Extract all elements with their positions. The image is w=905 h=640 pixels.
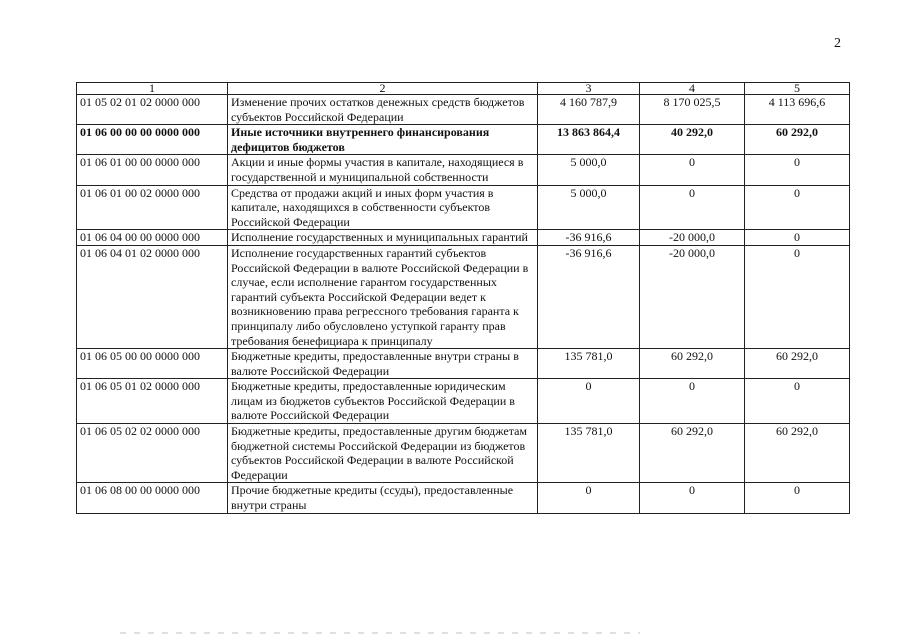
classification-code: 01 06 01 00 02 0000 000 [77,185,228,230]
row-name: Акции и иные формы участия в капитале, находящиеся в государственной и муниципальной собственности [228,155,538,185]
budget-sources-table [76,82,850,514]
row-name: Бюджетные кредиты, предоставленные внутри страны в валюте Российской Федерации [228,349,538,379]
scan-artifact [120,632,640,634]
table-row [77,424,850,483]
classification-code: 01 06 08 00 00 0000 000 [77,483,228,513]
classification-code: 01 06 01 00 00 0000 000 [77,155,228,185]
table-row [77,125,850,155]
classification-code: 01 06 04 00 00 0000 000 [77,230,228,246]
value-col5: 0 [745,379,850,424]
table-row [77,95,850,125]
row-name: Изменение прочих остатков денежных средств бюджетов субъектов Российской Федерации [228,95,538,125]
value-col3: 5 000,0 [538,185,640,230]
value-col5: 0 [745,483,850,513]
table-header-row [77,83,850,95]
column-header: 3 [538,83,640,95]
value-col4: 0 [640,185,745,230]
value-col5: 0 [745,230,850,246]
value-col5: 0 [745,245,850,348]
table-row [77,379,850,424]
classification-code: 01 06 05 00 00 0000 000 [77,349,228,379]
row-name: Исполнение государственных гарантий субъектов Российской Федерации в валюте Российской Федерации в случае, если исполнение гарантом государственных гарантий субъекта Российской Федерации ведет к возникновению права регрессного требования гаранта к принципалу либо обусловлено уступкой гаранту прав требования бенефициара к принципалу [228,245,538,348]
column-header: 1 [77,83,228,95]
value-col5: 60 292,0 [745,424,850,483]
value-col3: 135 781,0 [538,349,640,379]
value-col3: 5 000,0 [538,155,640,185]
table-row [77,483,850,513]
row-name: Средства от продажи акций и иных форм участия в капитале, находящихся в собственности субъектов Российской Федерации [228,185,538,230]
column-header: 5 [745,83,850,95]
table-row [77,245,850,348]
value-col4: -20 000,0 [640,230,745,246]
value-col3: 13 863 864,4 [538,125,640,155]
table-row [77,349,850,379]
classification-code: 01 05 02 01 02 0000 000 [77,95,228,125]
page-number: 2 [834,36,841,51]
value-col4: 60 292,0 [640,349,745,379]
value-col5: 60 292,0 [745,125,850,155]
classification-code: 01 06 00 00 00 0000 000 [77,125,228,155]
row-name: Иные источники внутреннего финансирования дефицитов бюджетов [228,125,538,155]
column-header: 4 [640,83,745,95]
value-col3: 4 160 787,9 [538,95,640,125]
value-col5: 60 292,0 [745,349,850,379]
value-col4: 60 292,0 [640,424,745,483]
value-col3: -36 916,6 [538,230,640,246]
value-col3: -36 916,6 [538,245,640,348]
value-col4: 0 [640,483,745,513]
value-col4: -20 000,0 [640,245,745,348]
value-col3: 0 [538,379,640,424]
column-header: 2 [228,83,538,95]
value-col4: 0 [640,379,745,424]
value-col5: 4 113 696,6 [745,95,850,125]
value-col3: 0 [538,483,640,513]
classification-code: 01 06 05 02 02 0000 000 [77,424,228,483]
value-col5: 0 [745,155,850,185]
table-row [77,230,850,246]
row-name: Прочие бюджетные кредиты (ссуды), предоставленные внутри страны [228,483,538,513]
value-col4: 40 292,0 [640,125,745,155]
classification-code: 01 06 04 01 02 0000 000 [77,245,228,348]
row-name: Бюджетные кредиты, предоставленные юридическим лицам из бюджетов субъектов Российской Федерации в валюте Российской Федерации [228,379,538,424]
value-col5: 0 [745,185,850,230]
table-row [77,185,850,230]
value-col3: 135 781,0 [538,424,640,483]
row-name: Бюджетные кредиты, предоставленные другим бюджетам бюджетной системы Российской Федерации из бюджетов субъектов Российской Федерации в валюте Российской Федерации [228,424,538,483]
row-name: Исполнение государственных и муниципальных гарантий [228,230,538,246]
value-col4: 0 [640,155,745,185]
table-row [77,155,850,185]
classification-code: 01 06 05 01 02 0000 000 [77,379,228,424]
value-col4: 8 170 025,5 [640,95,745,125]
